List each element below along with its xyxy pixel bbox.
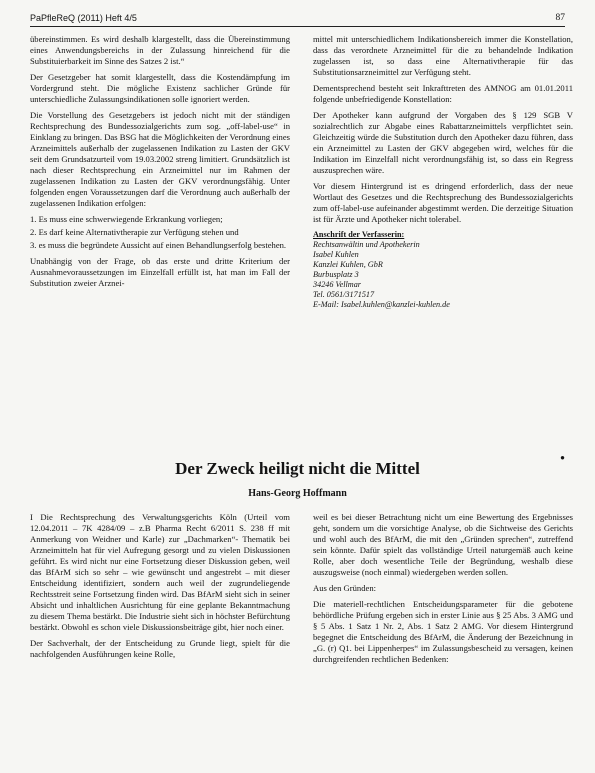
paragraph: I Die Rechtsprechung des Verwaltungsgerichts Köln (Urteil vom 12.04.2011 – 7K 4284/09 – z.B Pharma Recht 6/2011 S. 238 ff mit Anmerkung von Weidner und Karle) zur „Dachmarken“- Thematik bei Arzneimitteln hat für viel Aufregung gesorgt und zu vielen Diskussionen geführt. Es wird nicht nur eine Fortsetzung dieser Diskussion geben, weil das BfArM sich so sehr – wie gewünscht und angestrebt – mit dieser Entscheidung identifiziert, sondern auch weil der zugrundeliegende Rechtsstreit seine Fortsetzung finden wird. Das BfArM sieht sich in seiner Absicht und inhaltlichen Ausrichtung für eine geplante Bekanntmachung zu diesem Thema bestärkt. Die Industrie sieht sich in höchster Befürchtung bestärkt. Obwohl es schon viele Diskussionsbeiträge gibt, hier noch einer.: [30, 512, 290, 632]
list-item: 2. Es darf keine Alternativtherapie zur Verfügung stehen und: [30, 227, 239, 237]
criteria-list: [30, 214, 290, 251]
paragraph: Vor diesem Hintergrund ist es dringend erforderlich, dass der neue Wortlaut des Gesetzes und die Rechtsprechung des Bundessozialgerichts zum off-label-use aufeinander abgestimmt werden. Die derzeitige Situation ist für Ärzte und Apotheker nicht tolerabel.: [313, 181, 573, 224]
article-title: Der Zweck heiligt nicht die Mittel: [175, 459, 420, 478]
address-line: Burbusplatz 3: [313, 270, 359, 279]
page-number: 87: [555, 13, 565, 23]
paragraph: mittel mit unterschiedlichem Indikationsbereich immer die Konstellation, dass das verordnete Arzneimittel für die zu behandelnde Indikation zugelassen ist, so dass eine Alternativtherapie für das Substitutionsarzneimittel zur Verfügung steht.: [313, 34, 573, 77]
column-2: [313, 34, 573, 310]
paragraph: Aus den Gründen:: [313, 583, 377, 593]
paragraph: übereinstimmen. Es wird deshalb klargestellt, dass die Übereinstimmung eines Anwendungsbereichs in der Zulassung hinreichend für die Substituierbarkeit im Sinne des Satzes 2 ist.“: [30, 34, 290, 66]
address-line: Kanzlei Kuhlen, GbR: [313, 260, 383, 269]
paragraph: Der Gesetzgeber hat somit klargestellt, dass die Kostendämpfung im Vordergrund steht. Die mögliche Existenz sachlicher Gründe für unterschiedliche Zulassungsindikationen solle ignoriert werden.: [30, 72, 290, 104]
column-3: [30, 512, 290, 665]
address-email: E-Mail: Isabel.kuhlen@kanzlei-kuhlen.de: [313, 300, 450, 309]
list-item: 1. Es muss eine schwerwiegende Erkrankung vorliegen;: [30, 214, 223, 224]
list-item: 3. es muss die begründete Aussicht auf einen Behandlungserfolg bestehen.: [30, 240, 287, 250]
paragraph: weil es bei dieser Betrachtung nicht um eine Bewertung des Ergebnisses geht, sondern um die vorsichtige Analyse, ob die Sichtweise des Gerichts und wohl auch des BfArM, die mit den „Gründen sprechen“, zutreffend sein könnte. Dafür spielt das vollständige Urteil naturgemäß auch keine Rolle, aber doch wesentliche Teile der Begründung, weshalb diese auszugsweise (noch einmal) wiedergeben werden sollen.: [313, 512, 573, 577]
paragraph: Die materiell-rechtlichen Entscheidungsparameter für die gebotene behördliche Prüfung ergeben sich in erster Linie aus § 25 Abs. 3 AMG und § 5 Abs. 1 Satz 1 Nr. 2, Abs. 1 Satz 2 AMG. Vor diesem Hintergrund begegnet die Entscheidung des BfArM, die Änderung der Bezeichnung in „G. (r) Q1. bei Lippenherpes“ im Zulassungsbescheid zu versagen, keinen durchgreifenden rechtlichen Bedenken:: [313, 599, 573, 664]
address-title: Anschrift der Verfasserin:: [313, 230, 405, 239]
address-line: 34246 Vellmar: [313, 280, 361, 289]
running-header: [30, 13, 565, 27]
column-4: [313, 512, 573, 670]
address-line: Tel. 0561/3171517: [313, 290, 375, 299]
paragraph: Dementsprechend besteht seit Inkrafttreten des AMNOG am 01.01.2011 folgende unbefriedigende Konstellation:: [313, 83, 573, 104]
paragraph: Der Sachverhalt, der der Entscheidung zu Grunde liegt, spielt für die nachfolgenden Ausführungen keine Rolle,: [30, 638, 290, 659]
end-of-article-mark: ●: [560, 453, 565, 462]
journal-name: PaPfleReQ (2011) Heft 4/5: [30, 13, 137, 23]
address-line: Rechtsanwältin und Apothekerin: [313, 240, 420, 249]
paragraph: Die Vorstellung des Gesetzgebers ist jedoch nicht mit der ständigen Rechtsprechung des Bundessozialgerichts zum sog. „off-label-use“ in Einklang zu bringen. Das BSG hat die Möglichkeiten der Verordnung eines Arzneimittels außerhalb der zugelassenen Indikation zu Lasten der GKV seit dem Grundsatzurteil vom 19.03.2002 streng limitiert. Grundsätzlich ist nach dieser Rechtsprechung ein Arzneimittel nur im Rahmen der zugelassenen Indikation zu Lasten der GKV verordnungsfähig. Unter folgenden engen Voraussetzungen darf die Verordnung auch außerhalb der zugelassenen Indikation erfolgen:: [30, 110, 290, 208]
column-1: [30, 34, 290, 294]
paragraph: Der Apotheker kann aufgrund der Vorgaben des § 129 SGB V sozialrechtlich zur Abgabe eines Rabattarzneimittels verpflichtet sein. Gleichzeitig würde die Substitution durch den Apotheker dazu führen, dass ein Arzneimittel zu Lasten der GKV abgegeben wird, welches für die Indikation im Einzelfall nicht verordnungsfähig ist, so dass ein Regress auszusprechen wäre.: [313, 110, 573, 175]
article-author: Hans-Georg Hoffmann: [248, 488, 347, 499]
author-address: [313, 230, 573, 310]
paragraph: Unabhängig von der Frage, ob das erste und dritte Kriterium der Ausnahmevoraussetzungen im Einzelfall erfüllt ist, hat man im Fall der Substitution zweier Arznei-: [30, 256, 290, 288]
address-line: Isabel Kuhlen: [313, 250, 359, 259]
